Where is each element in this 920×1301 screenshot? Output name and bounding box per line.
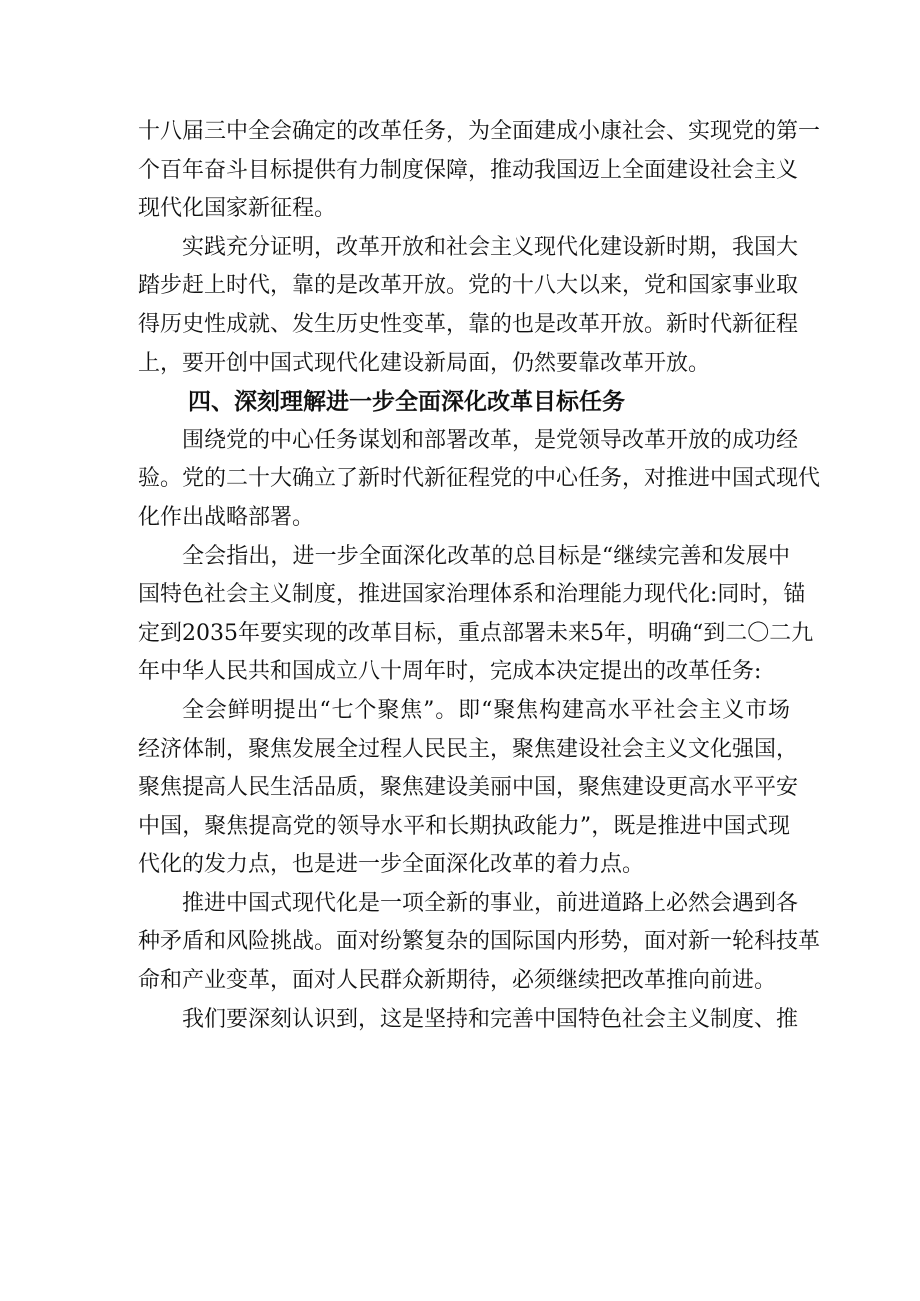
text-line: 得历史性成就、发生历史性变革，靠的也是改革开放。新时代新征程: [138, 311, 799, 337]
text-line: 围绕党的中心任务谋划和部署改革，是党领导改革开放的成功经: [182, 427, 799, 453]
text-line: 我们要深刻认识到，这是坚持和完善中国特色社会主义制度、推: [182, 1006, 799, 1032]
text-line: 代化的发力点，也是进一步全面深化改革的着力点。: [138, 852, 645, 878]
text-line: 实践充分证明，改革开放和社会主义现代化建设新时期，我国大: [182, 234, 799, 260]
paragraph-reform-tasks: [138, 113, 821, 229]
text-line: 上，要开创中国式现代化建设新局面，仍然要靠改革开放。: [138, 350, 711, 376]
text-line: 个百年奋斗目标提供有力制度保障，推动我国迈上全面建设社会主义: [138, 157, 799, 183]
text-line: 聚焦提高人民生活品质，聚焦建设美丽中国，聚焦建设更高水平平安: [138, 775, 799, 801]
text-line: 验。党的二十大确立了新时代新征程党的中心任务，对推进中国式现代: [138, 466, 821, 492]
text-line: 命和产业变革，面对人民群众新期待，必须继续把改革推向前进。: [138, 968, 777, 994]
section-heading: 四、深刻理解进一步全面深化改革目标任务: [188, 389, 625, 416]
text-line: 定到2035年要实现的改革目标，重点部署未来5年，明确“到二〇二九: [138, 620, 814, 646]
document-body: [138, 113, 821, 1039]
text-line: 化作出战略部署。: [138, 504, 315, 530]
text-line: 经济体制，聚焦发展全过程人民民主，聚焦建设社会主义文化强国，: [138, 736, 799, 762]
text-line: 中国，聚焦提高党的领导水平和长期执政能力”，既是推进中国式现: [138, 813, 790, 839]
text-line: 现代化国家新征程。: [138, 196, 337, 222]
paragraph-overall-goal: [138, 538, 814, 692]
text-line: 国特色社会主义制度，推进国家治理体系和治理能力现代化:同时，锚: [138, 582, 806, 608]
text-line: 年中华人民共和国成立八十周年时，完成本决定提出的改革任务:: [138, 659, 762, 685]
text-line: 十八届三中全会确定的改革任务，为全面建成小康社会、实现党的第一: [138, 119, 821, 144]
text-line: 全会鲜明提出“七个聚焦”。即“聚焦构建高水平社会主义市场: [182, 697, 790, 723]
paragraph-new-undertaking: [138, 885, 821, 1001]
text-line: 推进中国式现代化是一项全新的事业，前进道路上必然会遇到各: [182, 890, 799, 916]
paragraph-practice-proves: [138, 229, 799, 383]
paragraph-seven-focuses: [138, 692, 799, 885]
text-line: 全会指出，进一步全面深化改革的总目标是“继续完善和发展中: [182, 543, 790, 569]
text-line: 踏步赶上时代，靠的是改革开放。党的十八大以来，党和国家事业取: [138, 273, 799, 299]
text-line: 种矛盾和风险挑战。面对纷繁复杂的国际国内形势，面对新一轮科技革: [138, 929, 821, 955]
paragraph-central-task: [138, 422, 821, 538]
paragraph-deep-understanding: [138, 1001, 799, 1040]
